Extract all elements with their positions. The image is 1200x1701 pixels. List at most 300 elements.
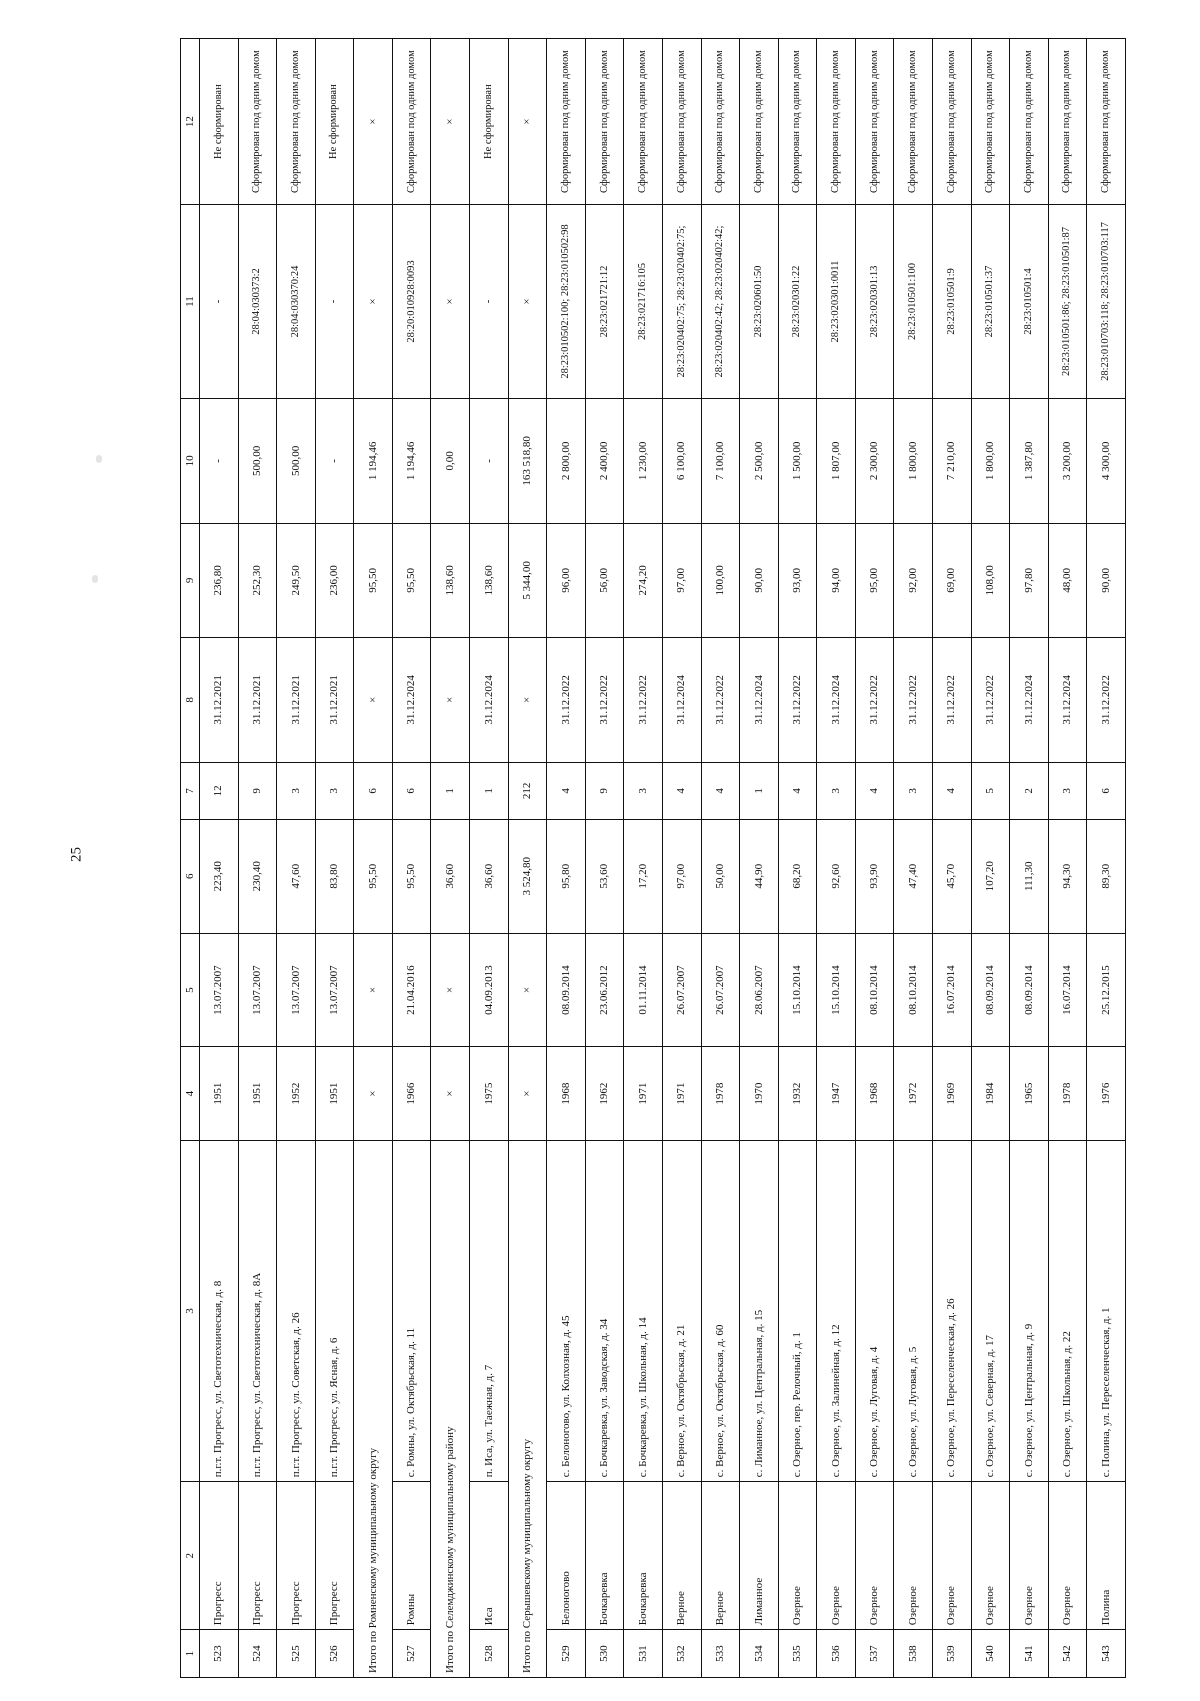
cell-residents: 4 xyxy=(701,762,740,819)
cell-row-number: 527 xyxy=(392,1630,431,1678)
cell-recognition-date: 26.07.2007 xyxy=(662,933,701,1047)
table-row xyxy=(778,39,817,1678)
subtotal-land-area: 1 194,46 xyxy=(354,398,393,523)
cell-land-status: Сформирован под одним домом xyxy=(932,39,971,205)
subtotal-resettled-area: 95,50 xyxy=(354,523,393,637)
cell-recognition-date: 25.12.2015 xyxy=(1087,933,1126,1047)
cell-cadastral-number: 28:23:010703:118; 28:23:010703:117 xyxy=(1087,205,1126,398)
cell-address: с. Бочкаревка, ул. Школьная, д. 14 xyxy=(624,1140,663,1481)
cell-settlement: Ромны xyxy=(392,1482,431,1630)
cell-address: с. Озерное, ул. Залинейная, д. 12 xyxy=(817,1140,856,1481)
cell-residents: 12 xyxy=(200,762,239,819)
table-row xyxy=(200,39,239,1678)
cell-resettlement-date: 31.12.2024 xyxy=(1048,637,1087,762)
cell-cadastral-number: 28:23:020402:75; 28:23:020402:75; xyxy=(662,205,701,398)
cell-cadastral-number: 28:23:010501:100 xyxy=(894,205,933,398)
cell-address: с. Верное, ул. Октябрьская, д. 60 xyxy=(701,1140,740,1481)
cell-resettled-area: 92,00 xyxy=(894,523,933,637)
cell-address: п.г.т. Прогресс, ул. Светотехническая, д. 8 xyxy=(200,1140,239,1481)
cell-area: 223,40 xyxy=(200,819,239,933)
cell-land-area: 500,00 xyxy=(238,398,277,523)
cell-address: с. Бочкаревка, ул. Заводская, д. 34 xyxy=(585,1140,624,1481)
cell-resettlement-date: 31.12.2024 xyxy=(662,637,701,762)
cell-residents: 3 xyxy=(1048,762,1087,819)
cell-settlement: Полина xyxy=(1087,1482,1126,1630)
cell-resettled-area: 69,00 xyxy=(932,523,971,637)
cell-row-number: 525 xyxy=(277,1630,316,1678)
cell-land-area: 1 800,00 xyxy=(971,398,1010,523)
cell-area: 47,40 xyxy=(894,819,933,933)
cell-cadastral-number: 28:23:021721:12 xyxy=(585,205,624,398)
cell-land-area: 2 400,00 xyxy=(585,398,624,523)
column-number-8: 8 xyxy=(181,637,200,762)
cell-row-number: 524 xyxy=(238,1630,277,1678)
cell-address: п.г.т. Прогресс, ул. Светотехническая, д. 8А xyxy=(238,1140,277,1481)
cell-resettlement-date: 31.12.2024 xyxy=(817,637,856,762)
cell-land-area: - xyxy=(470,398,509,523)
cell-land-area: 1 800,00 xyxy=(894,398,933,523)
cell-address: с. Озерное, ул. Школьная, д. 22 xyxy=(1048,1140,1087,1481)
cell-residents: 9 xyxy=(585,762,624,819)
cell-land-area: 7 210,00 xyxy=(932,398,971,523)
cell-settlement: Озерное xyxy=(932,1482,971,1630)
subtotal-resettled-area: 138,60 xyxy=(431,523,470,637)
cell-build-year: 1978 xyxy=(1048,1047,1087,1140)
cell-area: 36,60 xyxy=(470,819,509,933)
cell-build-year: 1951 xyxy=(238,1047,277,1140)
subtotal-land-status: × xyxy=(508,39,547,205)
column-number-7: 7 xyxy=(181,762,200,819)
cell-recognition-date: 28.06.2007 xyxy=(740,933,779,1047)
cell-row-number: 533 xyxy=(701,1630,740,1678)
cell-recognition-date: 16.07.2014 xyxy=(932,933,971,1047)
cell-cadastral-number: 28:23:010502:100; 28:23:010502:98 xyxy=(547,205,586,398)
cell-cadastral-number: 28:23:020301:22 xyxy=(778,205,817,398)
table-row xyxy=(817,39,856,1678)
cell-cadastral-number: 28:04:030373:2 xyxy=(238,205,277,398)
cell-build-year: 1951 xyxy=(315,1047,354,1140)
cell-row-number: 531 xyxy=(624,1630,663,1678)
cell-land-area: - xyxy=(200,398,239,523)
cell-cadastral-number: 28:23:020601:50 xyxy=(740,205,779,398)
cell-resettlement-date: 31.12.2021 xyxy=(277,637,316,762)
cell-settlement: Озерное xyxy=(817,1482,856,1630)
cell-cadastral-number: 28:23:021716:105 xyxy=(624,205,663,398)
cell-land-status: Сформирован под одним домом xyxy=(277,39,316,205)
column-number-10: 10 xyxy=(181,398,200,523)
subtotal-area: 3 524,80 xyxy=(508,819,547,933)
subtotal-residents: 1 xyxy=(431,762,470,819)
cell-settlement: Белоногово xyxy=(547,1482,586,1630)
cell-land-status: Сформирован под одним домом xyxy=(392,39,431,205)
cell-resettled-area: 138,60 xyxy=(470,523,509,637)
cell-cadastral-number: 28:23:010501:37 xyxy=(971,205,1010,398)
cell-recognition-date: 13.07.2007 xyxy=(238,933,277,1047)
table-row xyxy=(585,39,624,1678)
column-number-9: 9 xyxy=(181,523,200,637)
cell-land-status: Сформирован под одним домом xyxy=(894,39,933,205)
cell-resettlement-date: 31.12.2022 xyxy=(855,637,894,762)
cell-resettlement-date: 31.12.2021 xyxy=(238,637,277,762)
cell-residents: 3 xyxy=(624,762,663,819)
rotated-table-container xyxy=(180,38,1126,1678)
cell-residents: 6 xyxy=(1087,762,1126,819)
column-number-row xyxy=(181,39,200,1678)
cell-area: 92,60 xyxy=(817,819,856,933)
cell-land-status: Сформирован под одним домом xyxy=(855,39,894,205)
cell-build-year: 1976 xyxy=(1087,1047,1126,1140)
table-row xyxy=(701,39,740,1678)
cell-resettlement-date: 31.12.2022 xyxy=(778,637,817,762)
cell-residents: 4 xyxy=(547,762,586,819)
cell-area: 94,30 xyxy=(1048,819,1087,933)
cell-land-status: Сформирован под одним домом xyxy=(547,39,586,205)
scan-speck xyxy=(92,575,98,583)
cell-row-number: 541 xyxy=(1010,1630,1049,1678)
cell-resettled-area: 100,00 xyxy=(701,523,740,637)
cell-row-number: 535 xyxy=(778,1630,817,1678)
column-number-3: 3 xyxy=(181,1140,200,1481)
column-number-4: 4 xyxy=(181,1047,200,1140)
subtotal-label: Итого по Ромненскому муниципальному округу xyxy=(354,1140,393,1677)
cell-settlement: Озерное xyxy=(1010,1482,1049,1630)
subtotal-area: 95,50 xyxy=(354,819,393,933)
cell-land-area: 3 200,00 xyxy=(1048,398,1087,523)
column-number-2: 2 xyxy=(181,1482,200,1630)
cell-address: с. Лиманное, ул. Центральная, д. 15 xyxy=(740,1140,779,1481)
cell-cadastral-number: - xyxy=(470,205,509,398)
cell-settlement: Иса xyxy=(470,1482,509,1630)
cell-settlement: Прогресс xyxy=(200,1482,239,1630)
cell-residents: 4 xyxy=(932,762,971,819)
table-row xyxy=(1087,39,1126,1678)
cell-build-year: 1970 xyxy=(740,1047,779,1140)
cell-row-number: 526 xyxy=(315,1630,354,1678)
cell-recognition-date: 01.11.2014 xyxy=(624,933,663,1047)
table-row xyxy=(238,39,277,1678)
cell-recognition-date: 26.07.2007 xyxy=(701,933,740,1047)
subtotal-label: Итого по Селемджинскому муниципальному району xyxy=(431,1140,470,1677)
cell-land-area: 1 807,00 xyxy=(817,398,856,523)
cell-cadastral-number: 28:23:020402:42; 28:23:020402:42; xyxy=(701,205,740,398)
cell-area: 95,50 xyxy=(392,819,431,933)
cell-resettlement-date: 31.12.2022 xyxy=(547,637,586,762)
subtotal-label: Итого по Серышевскому муниципальному округу xyxy=(508,1140,547,1677)
cell-resettlement-date: 31.12.2021 xyxy=(200,637,239,762)
cell-address: п.г.т. Прогресс, ул. Ясная, д. 6 xyxy=(315,1140,354,1481)
cell-cadastral-number: 28:20:010928:0093 xyxy=(392,205,431,398)
subtotal-recognition-date: × xyxy=(508,933,547,1047)
subtotal-recognition-date: × xyxy=(431,933,470,1047)
cell-area: 93,90 xyxy=(855,819,894,933)
cell-settlement: Озерное xyxy=(1048,1482,1087,1630)
cell-row-number: 538 xyxy=(894,1630,933,1678)
cell-resettled-area: 97,00 xyxy=(662,523,701,637)
subtotal-recognition-date: × xyxy=(354,933,393,1047)
cell-build-year: 1947 xyxy=(817,1047,856,1140)
subtotal-residents: 212 xyxy=(508,762,547,819)
cell-address: с. Озерное, ул. Переселенческая, д. 26 xyxy=(932,1140,971,1481)
cell-land-area: 2 800,00 xyxy=(547,398,586,523)
cell-settlement: Прогресс xyxy=(277,1482,316,1630)
cell-row-number: 534 xyxy=(740,1630,779,1678)
cell-resettled-area: 274,20 xyxy=(624,523,663,637)
cell-recognition-date: 13.07.2007 xyxy=(277,933,316,1047)
subtotal-row xyxy=(508,39,547,1678)
cell-area: 83,80 xyxy=(315,819,354,933)
cell-land-status: Сформирован под одним домом xyxy=(624,39,663,205)
cell-build-year: 1971 xyxy=(662,1047,701,1140)
subtotal-land-status: × xyxy=(354,39,393,205)
cell-resettled-area: 236,80 xyxy=(200,523,239,637)
subtotal-land-status: × xyxy=(431,39,470,205)
cell-recognition-date: 15.10.2014 xyxy=(778,933,817,1047)
cell-land-area: 1 387,80 xyxy=(1010,398,1049,523)
cell-recognition-date: 08.09.2014 xyxy=(1010,933,1049,1047)
cell-recognition-date: 08.10.2014 xyxy=(855,933,894,1047)
cell-settlement: Прогресс xyxy=(315,1482,354,1630)
cell-settlement: Прогресс xyxy=(238,1482,277,1630)
cell-settlement: Лиманное xyxy=(740,1482,779,1630)
subtotal-row xyxy=(354,39,393,1678)
cell-resettled-area: 94,00 xyxy=(817,523,856,637)
cell-recognition-date: 13.07.2007 xyxy=(200,933,239,1047)
cell-address: с. Озерное, ул. Северная, д. 17 xyxy=(971,1140,1010,1481)
cell-cadastral-number: 28:23:010501:86; 28:23:010501:87 xyxy=(1048,205,1087,398)
table-row xyxy=(740,39,779,1678)
cell-residents: 4 xyxy=(778,762,817,819)
cell-address: с. Озерное, ул. Луговая, д. 4 xyxy=(855,1140,894,1481)
cell-recognition-date: 23.06.2012 xyxy=(585,933,624,1047)
cell-settlement: Верное xyxy=(701,1482,740,1630)
cell-row-number: 532 xyxy=(662,1630,701,1678)
cell-resettlement-date: 31.12.2022 xyxy=(624,637,663,762)
cell-area: 45,70 xyxy=(932,819,971,933)
column-number-11: 11 xyxy=(181,205,200,398)
cell-land-area: 1 500,00 xyxy=(778,398,817,523)
cell-row-number: 537 xyxy=(855,1630,894,1678)
cell-resettled-area: 48,00 xyxy=(1048,523,1087,637)
subtotal-area: 36,60 xyxy=(431,819,470,933)
cell-land-area: 1 194,46 xyxy=(392,398,431,523)
cell-recognition-date: 16.07.2014 xyxy=(1048,933,1087,1047)
cell-resettlement-date: 31.12.2022 xyxy=(971,637,1010,762)
cell-cadastral-number: 28:23:010501:9 xyxy=(932,205,971,398)
cell-settlement: Озерное xyxy=(778,1482,817,1630)
table-row xyxy=(971,39,1010,1678)
cell-land-status: Сформирован под одним домом xyxy=(1010,39,1049,205)
cell-address: п. Иса, ул. Таежная, д. 7 xyxy=(470,1140,509,1481)
cell-resettled-area: 56,00 xyxy=(585,523,624,637)
cell-resettled-area: 249,50 xyxy=(277,523,316,637)
cell-address: с. Ромны, ул. Октябрьская, д. 11 xyxy=(392,1140,431,1481)
cell-land-status: Сформирован под одним домом xyxy=(740,39,779,205)
housing-table xyxy=(180,38,1126,1678)
cell-land-area: 7 100,00 xyxy=(701,398,740,523)
cell-settlement: Озерное xyxy=(855,1482,894,1630)
cell-resettled-area: 236,00 xyxy=(315,523,354,637)
cell-resettled-area: 96,00 xyxy=(547,523,586,637)
cell-residents: 3 xyxy=(894,762,933,819)
cell-row-number: 543 xyxy=(1087,1630,1126,1678)
subtotal-cadastral-number: × xyxy=(354,205,393,398)
cell-settlement: Бочкаревка xyxy=(624,1482,663,1630)
cell-resettled-area: 93,00 xyxy=(778,523,817,637)
subtotal-row xyxy=(431,39,470,1678)
cell-land-status: Сформирован под одним домом xyxy=(778,39,817,205)
table-row xyxy=(547,39,586,1678)
cell-cadastral-number: 28:23:020301:0011 xyxy=(817,205,856,398)
cell-area: 50,00 xyxy=(701,819,740,933)
cell-resettlement-date: 31.12.2022 xyxy=(585,637,624,762)
cell-area: 68,20 xyxy=(778,819,817,933)
table-row xyxy=(1048,39,1087,1678)
cell-recognition-date: 08.09.2014 xyxy=(547,933,586,1047)
cell-recognition-date: 08.10.2014 xyxy=(894,933,933,1047)
cell-recognition-date: 21.04.2016 xyxy=(392,933,431,1047)
cell-land-status: Сформирован под одним домом xyxy=(971,39,1010,205)
cell-row-number: 523 xyxy=(200,1630,239,1678)
cell-settlement: Озерное xyxy=(894,1482,933,1630)
cell-residents: 4 xyxy=(662,762,701,819)
table-row xyxy=(624,39,663,1678)
cell-land-status: Не сформирован xyxy=(470,39,509,205)
table-row xyxy=(470,39,509,1678)
cell-address: с. Озерное, ул. Центральная, д. 9 xyxy=(1010,1140,1049,1481)
cell-cadastral-number: 28:23:010501:4 xyxy=(1010,205,1049,398)
cell-resettlement-date: 31.12.2022 xyxy=(701,637,740,762)
cell-area: 111,30 xyxy=(1010,819,1049,933)
cell-cadastral-number: - xyxy=(200,205,239,398)
subtotal-resettlement-date: × xyxy=(354,637,393,762)
cell-row-number: 542 xyxy=(1048,1630,1087,1678)
cell-recognition-date: 04.09.2013 xyxy=(470,933,509,1047)
cell-row-number: 539 xyxy=(932,1630,971,1678)
table-row xyxy=(1010,39,1049,1678)
subtotal-build-year: × xyxy=(354,1047,393,1140)
cell-build-year: 1966 xyxy=(392,1047,431,1140)
cell-land-status: Сформирован под одним домом xyxy=(1048,39,1087,205)
table-body xyxy=(200,39,1126,1678)
cell-resettlement-date: 31.12.2024 xyxy=(740,637,779,762)
cell-land-area: 2 500,00 xyxy=(740,398,779,523)
subtotal-land-area: 163 518,80 xyxy=(508,398,547,523)
subtotal-resettlement-date: × xyxy=(431,637,470,762)
cell-land-area: 500,00 xyxy=(277,398,316,523)
cell-row-number: 540 xyxy=(971,1630,1010,1678)
cell-resettled-area: 90,00 xyxy=(1087,523,1126,637)
cell-residents: 3 xyxy=(817,762,856,819)
cell-area: 95,80 xyxy=(547,819,586,933)
cell-build-year: 1972 xyxy=(894,1047,933,1140)
cell-land-status: Сформирован под одним домом xyxy=(817,39,856,205)
cell-resettled-area: 108,00 xyxy=(971,523,1010,637)
cell-settlement: Верное xyxy=(662,1482,701,1630)
column-number-6: 6 xyxy=(181,819,200,933)
subtotal-cadastral-number: × xyxy=(508,205,547,398)
cell-address: с. Верное, ул. Октябрьская, д. 21 xyxy=(662,1140,701,1481)
cell-cadastral-number: 28:04:030370:24 xyxy=(277,205,316,398)
cell-build-year: 1952 xyxy=(277,1047,316,1140)
cell-residents: 5 xyxy=(971,762,1010,819)
table-row xyxy=(855,39,894,1678)
cell-row-number: 528 xyxy=(470,1630,509,1678)
cell-residents: 3 xyxy=(277,762,316,819)
cell-land-area: 2 300,00 xyxy=(855,398,894,523)
cell-residents: 9 xyxy=(238,762,277,819)
cell-residents: 6 xyxy=(392,762,431,819)
column-number-12: 12 xyxy=(181,39,200,205)
cell-area: 47,60 xyxy=(277,819,316,933)
cell-land-status: Не сформирован xyxy=(200,39,239,205)
column-number-1: 1 xyxy=(181,1630,200,1678)
cell-build-year: 1975 xyxy=(470,1047,509,1140)
cell-residents: 1 xyxy=(740,762,779,819)
cell-land-status: Сформирован под одним домом xyxy=(701,39,740,205)
cell-recognition-date: 08.09.2014 xyxy=(971,933,1010,1047)
cell-resettled-area: 97,80 xyxy=(1010,523,1049,637)
column-number-5: 5 xyxy=(181,933,200,1047)
cell-area: 17,20 xyxy=(624,819,663,933)
cell-land-status: Сформирован под одним домом xyxy=(662,39,701,205)
cell-address: с. Белоногово, ул. Колхозная, д. 45 xyxy=(547,1140,586,1481)
cell-cadastral-number: - xyxy=(315,205,354,398)
cell-area: 97,00 xyxy=(662,819,701,933)
subtotal-cadastral-number: × xyxy=(431,205,470,398)
cell-cadastral-number: 28:23:020301:13 xyxy=(855,205,894,398)
cell-resettlement-date: 31.12.2021 xyxy=(315,637,354,762)
cell-build-year: 1969 xyxy=(932,1047,971,1140)
table-row xyxy=(277,39,316,1678)
table-row xyxy=(662,39,701,1678)
cell-resettlement-date: 31.12.2024 xyxy=(1010,637,1049,762)
table-row xyxy=(932,39,971,1678)
cell-residents: 1 xyxy=(470,762,509,819)
cell-build-year: 1971 xyxy=(624,1047,663,1140)
cell-recognition-date: 13.07.2007 xyxy=(315,933,354,1047)
cell-area: 107,20 xyxy=(971,819,1010,933)
table-row xyxy=(392,39,431,1678)
subtotal-resettlement-date: × xyxy=(508,637,547,762)
subtotal-residents: 6 xyxy=(354,762,393,819)
table-row xyxy=(894,39,933,1678)
cell-land-area: 6 100,00 xyxy=(662,398,701,523)
cell-build-year: 1968 xyxy=(855,1047,894,1140)
cell-land-area: 1 230,00 xyxy=(624,398,663,523)
cell-resettlement-date: 31.12.2022 xyxy=(1087,637,1126,762)
cell-build-year: 1984 xyxy=(971,1047,1010,1140)
cell-build-year: 1962 xyxy=(585,1047,624,1140)
cell-resettlement-date: 31.12.2024 xyxy=(392,637,431,762)
subtotal-build-year: × xyxy=(431,1047,470,1140)
cell-resettled-area: 95,00 xyxy=(855,523,894,637)
cell-address: с. Озерное, ул. Луговая, д. 5 xyxy=(894,1140,933,1481)
cell-land-area: - xyxy=(315,398,354,523)
cell-resettled-area: 252,30 xyxy=(238,523,277,637)
page-number: 25 xyxy=(68,847,85,862)
cell-build-year: 1951 xyxy=(200,1047,239,1140)
cell-residents: 3 xyxy=(315,762,354,819)
scan-speck xyxy=(96,455,102,463)
cell-residents: 4 xyxy=(855,762,894,819)
cell-address: с. Озерное, пер. Релочный, д. 1 xyxy=(778,1140,817,1481)
cell-build-year: 1932 xyxy=(778,1047,817,1140)
cell-row-number: 536 xyxy=(817,1630,856,1678)
cell-area: 53,60 xyxy=(585,819,624,933)
subtotal-build-year: × xyxy=(508,1047,547,1140)
table-row xyxy=(315,39,354,1678)
cell-land-status: Не сформирован xyxy=(315,39,354,205)
